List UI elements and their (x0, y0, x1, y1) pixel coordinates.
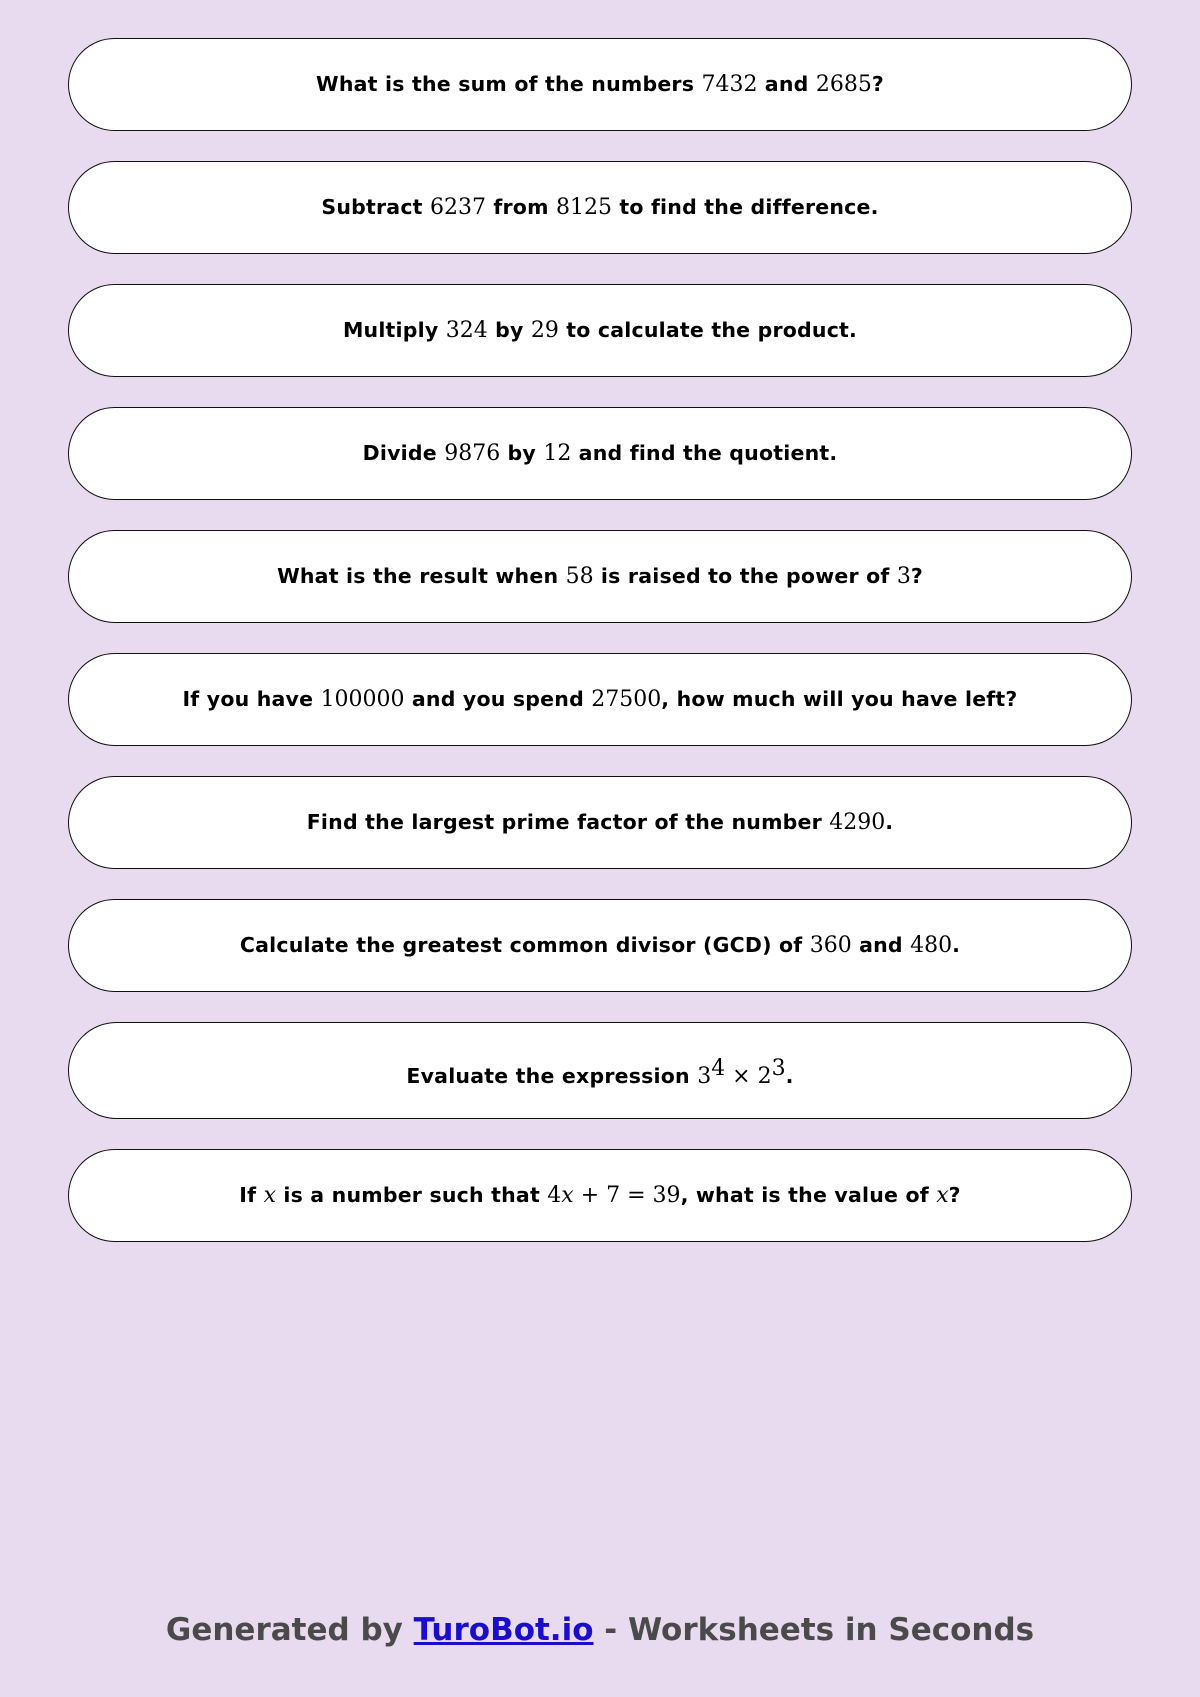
question-card (68, 38, 1132, 131)
question-text-segment: , what is the value of (680, 1183, 937, 1207)
math-number: 8125 (555, 195, 612, 220)
question-text-segment: to calculate the product. (558, 318, 858, 342)
question-text-segment: , how much will you have left? (661, 687, 1018, 711)
question-text (406, 1056, 793, 1089)
turobot-link[interactable]: TuroBot.io (413, 1612, 594, 1648)
question-text-segment: to find the difference. (611, 195, 879, 219)
question-text (321, 195, 878, 220)
math-number: 9876 (444, 441, 501, 466)
math-number: 27500 (591, 687, 662, 712)
math-number: 58 (565, 564, 594, 589)
question-card (68, 284, 1132, 377)
math-number: 4 (547, 1183, 562, 1208)
math-variable (264, 1183, 276, 1208)
question-text-segment: by (487, 318, 531, 342)
math-variable (936, 1183, 948, 1208)
question-text-segment: . (885, 810, 894, 834)
question-card (68, 776, 1132, 869)
math-variable (561, 1183, 573, 1208)
math-variable-symbol: x (263, 1183, 276, 1208)
math-number: 324 (445, 318, 488, 343)
question-text (343, 318, 857, 343)
question-text-segment: and find the quotient. (571, 441, 838, 465)
question-text-segment: Find the largest prime factor of the number (306, 810, 830, 834)
footer-suffix: - Worksheets in Seconds (593, 1612, 1035, 1648)
math-number: 7432 (701, 72, 758, 97)
question-text-segment: is a number such that (276, 1183, 548, 1207)
math-number: 6237 (430, 195, 487, 220)
math-number: 480 (910, 933, 953, 958)
question-text-segment: from (486, 195, 556, 219)
question-card (68, 530, 1132, 623)
question-card (68, 407, 1132, 500)
question-text (182, 687, 1017, 712)
math-number: 4290 (829, 810, 886, 835)
question-text-segment: If (239, 1183, 264, 1207)
math-number: 100000 (320, 687, 405, 712)
question-text-segment: What is the sum of the numbers (316, 72, 702, 96)
question-text-segment: Divide (362, 441, 445, 465)
question-card (68, 899, 1132, 992)
question-card (68, 653, 1132, 746)
question-text-segment: is raised to the power of (593, 564, 897, 588)
math-number: + 7 = 39 (573, 1183, 681, 1208)
question-text-segment: ? (948, 1183, 961, 1207)
question-text-segment: and you spend (404, 687, 592, 711)
math-number: 29 (530, 318, 559, 343)
math-number: 3 (896, 564, 911, 589)
math-variable-symbol: x (936, 1183, 949, 1208)
question-card (68, 1022, 1132, 1119)
question-text-segment: by (500, 441, 544, 465)
math-exponent: 4 (711, 1056, 726, 1082)
math-variable-symbol: x (561, 1183, 574, 1208)
math-number: × 2 (725, 1063, 772, 1089)
question-text-segment: What is the result when (277, 564, 566, 588)
question-text-segment: If you have (182, 687, 321, 711)
question-card (68, 161, 1132, 254)
question-text-segment: and (757, 72, 816, 96)
question-text (307, 810, 894, 835)
question-card (68, 1149, 1132, 1242)
question-text-segment: and (851, 933, 911, 957)
math-number: 360 (809, 933, 852, 958)
math-exponent: 3 (771, 1056, 786, 1082)
math-number: 2685 (815, 72, 872, 97)
math-number: 12 (543, 441, 572, 466)
question-text-segment: Calculate the greatest common divisor (GCD) of (239, 933, 810, 957)
question-text (239, 1183, 960, 1208)
question-text-segment: ? (871, 72, 884, 96)
question-text-segment: . (785, 1063, 794, 1088)
footer (0, 1612, 1200, 1648)
question-text-segment: Multiply (342, 318, 446, 342)
footer-prefix: Generated by (165, 1612, 414, 1648)
question-text (316, 72, 884, 97)
question-text-segment: . (952, 933, 961, 957)
question-text (363, 441, 838, 466)
question-text-segment: ? (910, 564, 923, 588)
question-text (277, 564, 923, 589)
question-list (68, 38, 1132, 1272)
question-text-segment: Evaluate the expression (406, 1063, 698, 1088)
question-text (240, 933, 960, 958)
math-number: 3 (697, 1063, 712, 1089)
question-text-segment: Subtract (321, 195, 431, 219)
